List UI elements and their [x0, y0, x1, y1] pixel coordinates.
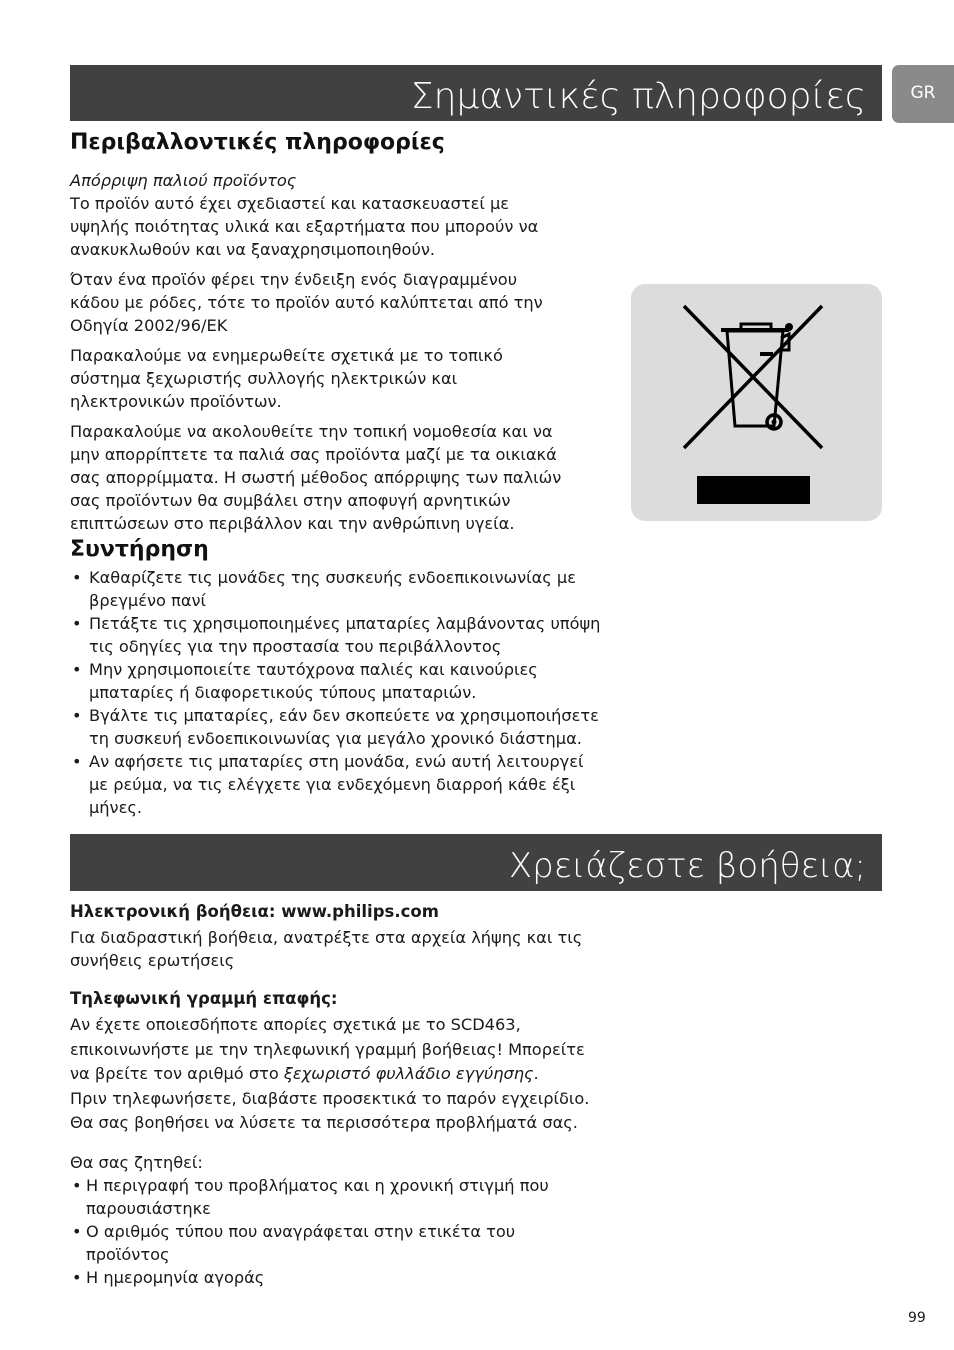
text-line: . [533, 1064, 539, 1083]
text-line: να βρείτε τον αριθμό στο [70, 1064, 284, 1083]
weee-symbol-panel [631, 284, 882, 521]
crossed-out-wheeled-bin-icon [631, 284, 882, 521]
text-line: παρουσιάστηκε [86, 1199, 211, 1218]
page-number: 99 [908, 1310, 926, 1326]
text-line: επιπτώσεων στο περιβάλλον και την ανθρώπινη υγεία. [70, 514, 515, 533]
text-line: Οδηγία 2002/96/ΕΚ [70, 316, 228, 335]
text-line: τη συσκευή ενδοεπικοινωνίας για μεγάλο χρονικό διάστημα. [89, 729, 582, 748]
text-line: Πετάξτε τις χρησιμοποιημένες μπαταρίες λαμβάνοντας υπόψη [89, 614, 601, 633]
online-help-heading: Ηλεκτρονική βοήθεια: www.philips.com [70, 902, 439, 921]
env-paragraph-1 [70, 192, 615, 261]
text-line: σας προϊόντων θα συμβάλει στην αποφυγή αρνητικών [70, 491, 511, 510]
environment-subheading: Απόρριψη παλιού προϊόντος [70, 171, 297, 190]
environment-heading: Περιβαλλοντικές πληροφορίες [70, 130, 445, 155]
list-item [70, 1220, 615, 1266]
text-line: βρεγμένο πανί [89, 591, 207, 610]
phone-help-text [70, 1013, 615, 1136]
section-banner-need-help [70, 834, 882, 891]
text-line: με ρεύμα, να τις ελέγχετε για ενδεχόμενη διαρροή κάθε έξι [89, 775, 576, 794]
environment-body [70, 169, 615, 535]
text-line: Παρακαλούμε να ακολουθείτε την τοπική νομοθεσία και να [70, 422, 553, 441]
phone-help-heading: Τηλεφωνική γραμμή επαφής: [70, 989, 338, 1008]
env-paragraph-3 [70, 344, 615, 413]
list-item [70, 704, 615, 750]
asked-info-list [70, 1174, 615, 1289]
text-line: συνήθεις ερωτήσεις [70, 951, 235, 970]
maintenance-list-container [70, 566, 615, 819]
env-paragraph-4 [70, 420, 615, 535]
text-line: σας απορρίμματα. Η σωστή μέθοδος απόρριψης των παλιών [70, 468, 562, 487]
text-line: Η περιγραφή του προβλήματος και η χρονική στιγμή που [86, 1176, 549, 1195]
text-line: μήνες. [89, 798, 142, 817]
section-title: Χρειάζεστε βοήθεια; [508, 846, 866, 886]
text-line: κάδου με ρόδες, τότε το προϊόν αυτό καλύπτεται από την [70, 293, 543, 312]
text-line: ηλεκτρονικών προϊόντων. [70, 392, 282, 411]
list-item [70, 750, 615, 819]
text-line: Πριν τηλεφωνήσετε, διαβάστε προσεκτικά το παρόν εγχειρίδιο. [70, 1088, 590, 1108]
text-line: Καθαρίζετε τις μονάδες της συσκευής ενδοεπικοινωνίας με [89, 568, 576, 587]
asked-info-section [70, 1151, 615, 1289]
section-banner-important-info [70, 65, 882, 121]
text-line: τις οδηγίες για την προστασία του περιβάλλοντος [89, 637, 502, 656]
text-line: μπαταρίες ή διαφορετικούς τύπους μπαταριών. [89, 683, 477, 702]
maintenance-list [70, 566, 615, 819]
list-item [70, 1266, 615, 1289]
text-line: Αν έχετε οποιεσδήποτε απορίες σχετικά με το SCD463, [70, 1015, 521, 1034]
text-line: Μην χρησιμοποιείτε ταυτόχρονα παλιές και καινούριες [89, 660, 538, 679]
text-line: Για διαδραστική βοήθεια, ανατρέξτε στα αρχεία λήψης και τις [70, 928, 583, 947]
text-line: ανακυκλωθούν και να ξαναχρησιμοποιηθούν. [70, 240, 436, 259]
warranty-leaflet-reference: ξεχωριστό φυλλάδιο εγγύησης [283, 1064, 534, 1083]
asked-intro: Θα σας ζητηθεί: [70, 1153, 203, 1172]
list-item [70, 1174, 615, 1220]
list-item [70, 658, 615, 704]
text-line: υψηλής ποιότητας υλικά και εξαρτήματα που μπορούν να [70, 217, 539, 236]
env-paragraph-2 [70, 268, 615, 337]
text-line: επικοινωνήστε με την τηλεφωνική γραμμή βοήθειας! Μπορείτε [70, 1039, 585, 1059]
section-title: Σημαντικές πληροφορίες [410, 76, 866, 117]
text-line: Όταν ένα προϊόν φέρει την ένδειξη ενός διαγραμμένου [70, 270, 518, 289]
text-line: προϊόντος [86, 1245, 170, 1264]
online-help-text [70, 926, 615, 972]
text-line: σύστημα ξεχωριστής συλλογής ηλεκτρικών και [70, 369, 458, 388]
text-line: Ο αριθμός τύπου που αναγράφεται στην ετικέτα του [86, 1222, 516, 1241]
text-line: Το προϊόν αυτό έχει σχεδιαστεί και κατασκευαστεί με [70, 194, 509, 213]
text-line: Η ημερομηνία αγοράς [86, 1268, 265, 1287]
text-line: Παρακαλούμε να ενημερωθείτε σχετικά με το τοπικό [70, 346, 503, 365]
maintenance-heading: Συντήρηση [70, 537, 209, 562]
text-line: Θα σας βοηθήσει να λύσετε τα περισσότερα προβλήματά σας. [70, 1113, 578, 1132]
language-tab: GR [892, 65, 954, 123]
list-item [70, 566, 615, 612]
text-line: μην απορρίπτετε τα παλιά σας προϊόντα μαζί με τα οικιακά [70, 445, 557, 464]
text-line: Βγάλτε τις μπαταρίες, εάν δεν σκοπεύετε να χρησιμοποιήσετε [89, 706, 599, 725]
list-item [70, 612, 615, 658]
text-line: Αν αφήσετε τις μπαταρίες στη μονάδα, ενώ αυτή λειτουργεί [89, 752, 584, 771]
